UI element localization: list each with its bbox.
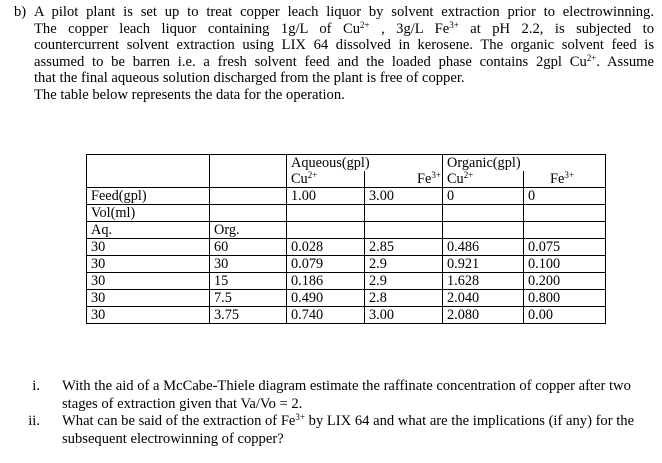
table-cell: 0.490 [287,290,365,307]
table-cell [210,205,287,222]
org-cu-header: $Cu^{2+}$ [447,170,474,187]
table-cell: 30 [87,273,210,290]
question-ii [22,413,654,448]
table-cell [443,222,524,239]
feed-row [87,188,606,205]
aq-fe-header: $Fe^{3+}$ [364,171,441,187]
table-row [87,273,606,290]
table-cell: 0.200 [524,273,606,290]
feed-aq-cu: 1.00 [287,188,365,205]
table-cell: 1.628 [443,273,524,290]
table-cell: 30 [87,239,210,256]
table-cell: 60 [210,239,287,256]
intro-line-3: countercurrent solvent extraction using LIX 64 dissolved in kerosene. The organic solvent feed is [34,37,654,54]
feed-org-fe: 0 [524,188,606,205]
table-cell [524,222,606,239]
table-cell: 30 [87,290,210,307]
table-cell: 30 [87,307,210,324]
table-cell: 2.080 [443,307,524,324]
table-row [87,307,606,324]
vol-label: Vol(ml) [87,205,210,222]
table-row [87,239,606,256]
table-cell [365,205,443,222]
table-cell: 15 [210,273,287,290]
table-cell [87,155,210,188]
part-label: b) [14,4,27,20]
aqueous-header-label: Aqueous(gpl) [291,155,370,171]
vol-row [87,205,606,222]
table-cell: 2.8 [365,290,443,307]
table-cell: 2.9 [365,256,443,273]
intro-line-6: The table below represents the data for the operation. [34,86,345,103]
table-cell [524,205,606,222]
table-cell: 0.075 [524,239,606,256]
aqueous-header [287,155,443,188]
org-fe-header: $Fe^{3+}$ [523,171,574,187]
table-cell [210,155,287,188]
table-cell: 3.75 [210,307,287,324]
question-text: What can be said of the extraction of $Fe^{3+}$ by LIX 64 and what are the implications (if any) for the subsequent electrowinning of copper? [62,412,635,447]
phase-label-row [87,222,606,239]
table-cell: 0.921 [443,256,524,273]
table-cell: 0.486 [443,239,524,256]
aq-label: Aq. [87,222,210,239]
problem-body [34,4,654,104]
table-cell [287,205,365,222]
intro-line-2: The copper leach liquor containing 1g/L of $Cu^{2+}$ , 3g/L $Fe^{3+}$ at pH 2.2, is subjected to [34,19,654,37]
table-cell: 2.9 [365,273,443,290]
table-cell: 2.040 [443,290,524,307]
table-cell: 0.740 [287,307,365,324]
question-number: ii. [28,413,40,430]
question-number: i. [32,378,40,394]
table-row [87,256,606,273]
table-cell: 30 [210,256,287,273]
table-cell [443,205,524,222]
intro-line-4: assumed to be barren i.e. a fresh solvent feed and the loaded phase contains 2gpl $Cu^{2+}$. Assume [34,52,655,70]
organic-header-label: Organic(gpl) [447,155,521,171]
table-cell [210,188,287,205]
organic-header [443,155,606,188]
table-cell: 0.079 [287,256,365,273]
table-cell: 2.85 [365,239,443,256]
table-row [87,290,606,307]
feed-org-cu: 0 [443,188,524,205]
table-cell: 3.00 [365,307,443,324]
org-label: Org. [210,222,287,239]
aq-cu-header: $Cu^{2+}$ [291,170,318,187]
table-cell: 0.00 [524,307,606,324]
aqueous-species [291,171,442,187]
table-header-row [87,155,606,188]
questions [22,378,654,448]
feed-label: Feed(gpl) [87,188,210,205]
intro-line-1: A pilot plant is set up to treat copper leach liquor by solvent extraction prior to electrowinning. [34,4,654,20]
question-i [22,378,654,413]
table-cell: 30 [87,256,210,273]
table-cell: 0.800 [524,290,606,307]
extraction-data-table [86,154,606,324]
table-cell: 0.186 [287,273,365,290]
table-cell: 0.100 [524,256,606,273]
question-text: With the aid of a McCabe-Thiele diagram estimate the raffinate concentration of copper after two stages of extraction given that Va/Vo = 2. [62,378,631,412]
table-cell: 0.028 [287,239,365,256]
table-cell: 7.5 [210,290,287,307]
table-cell [365,222,443,239]
feed-aq-fe: 3.00 [365,188,443,205]
organic-species [447,171,605,187]
intro-line-5: that the final aqueous solution discharged from the plant is free of copper. [34,70,465,87]
table-cell [287,222,365,239]
